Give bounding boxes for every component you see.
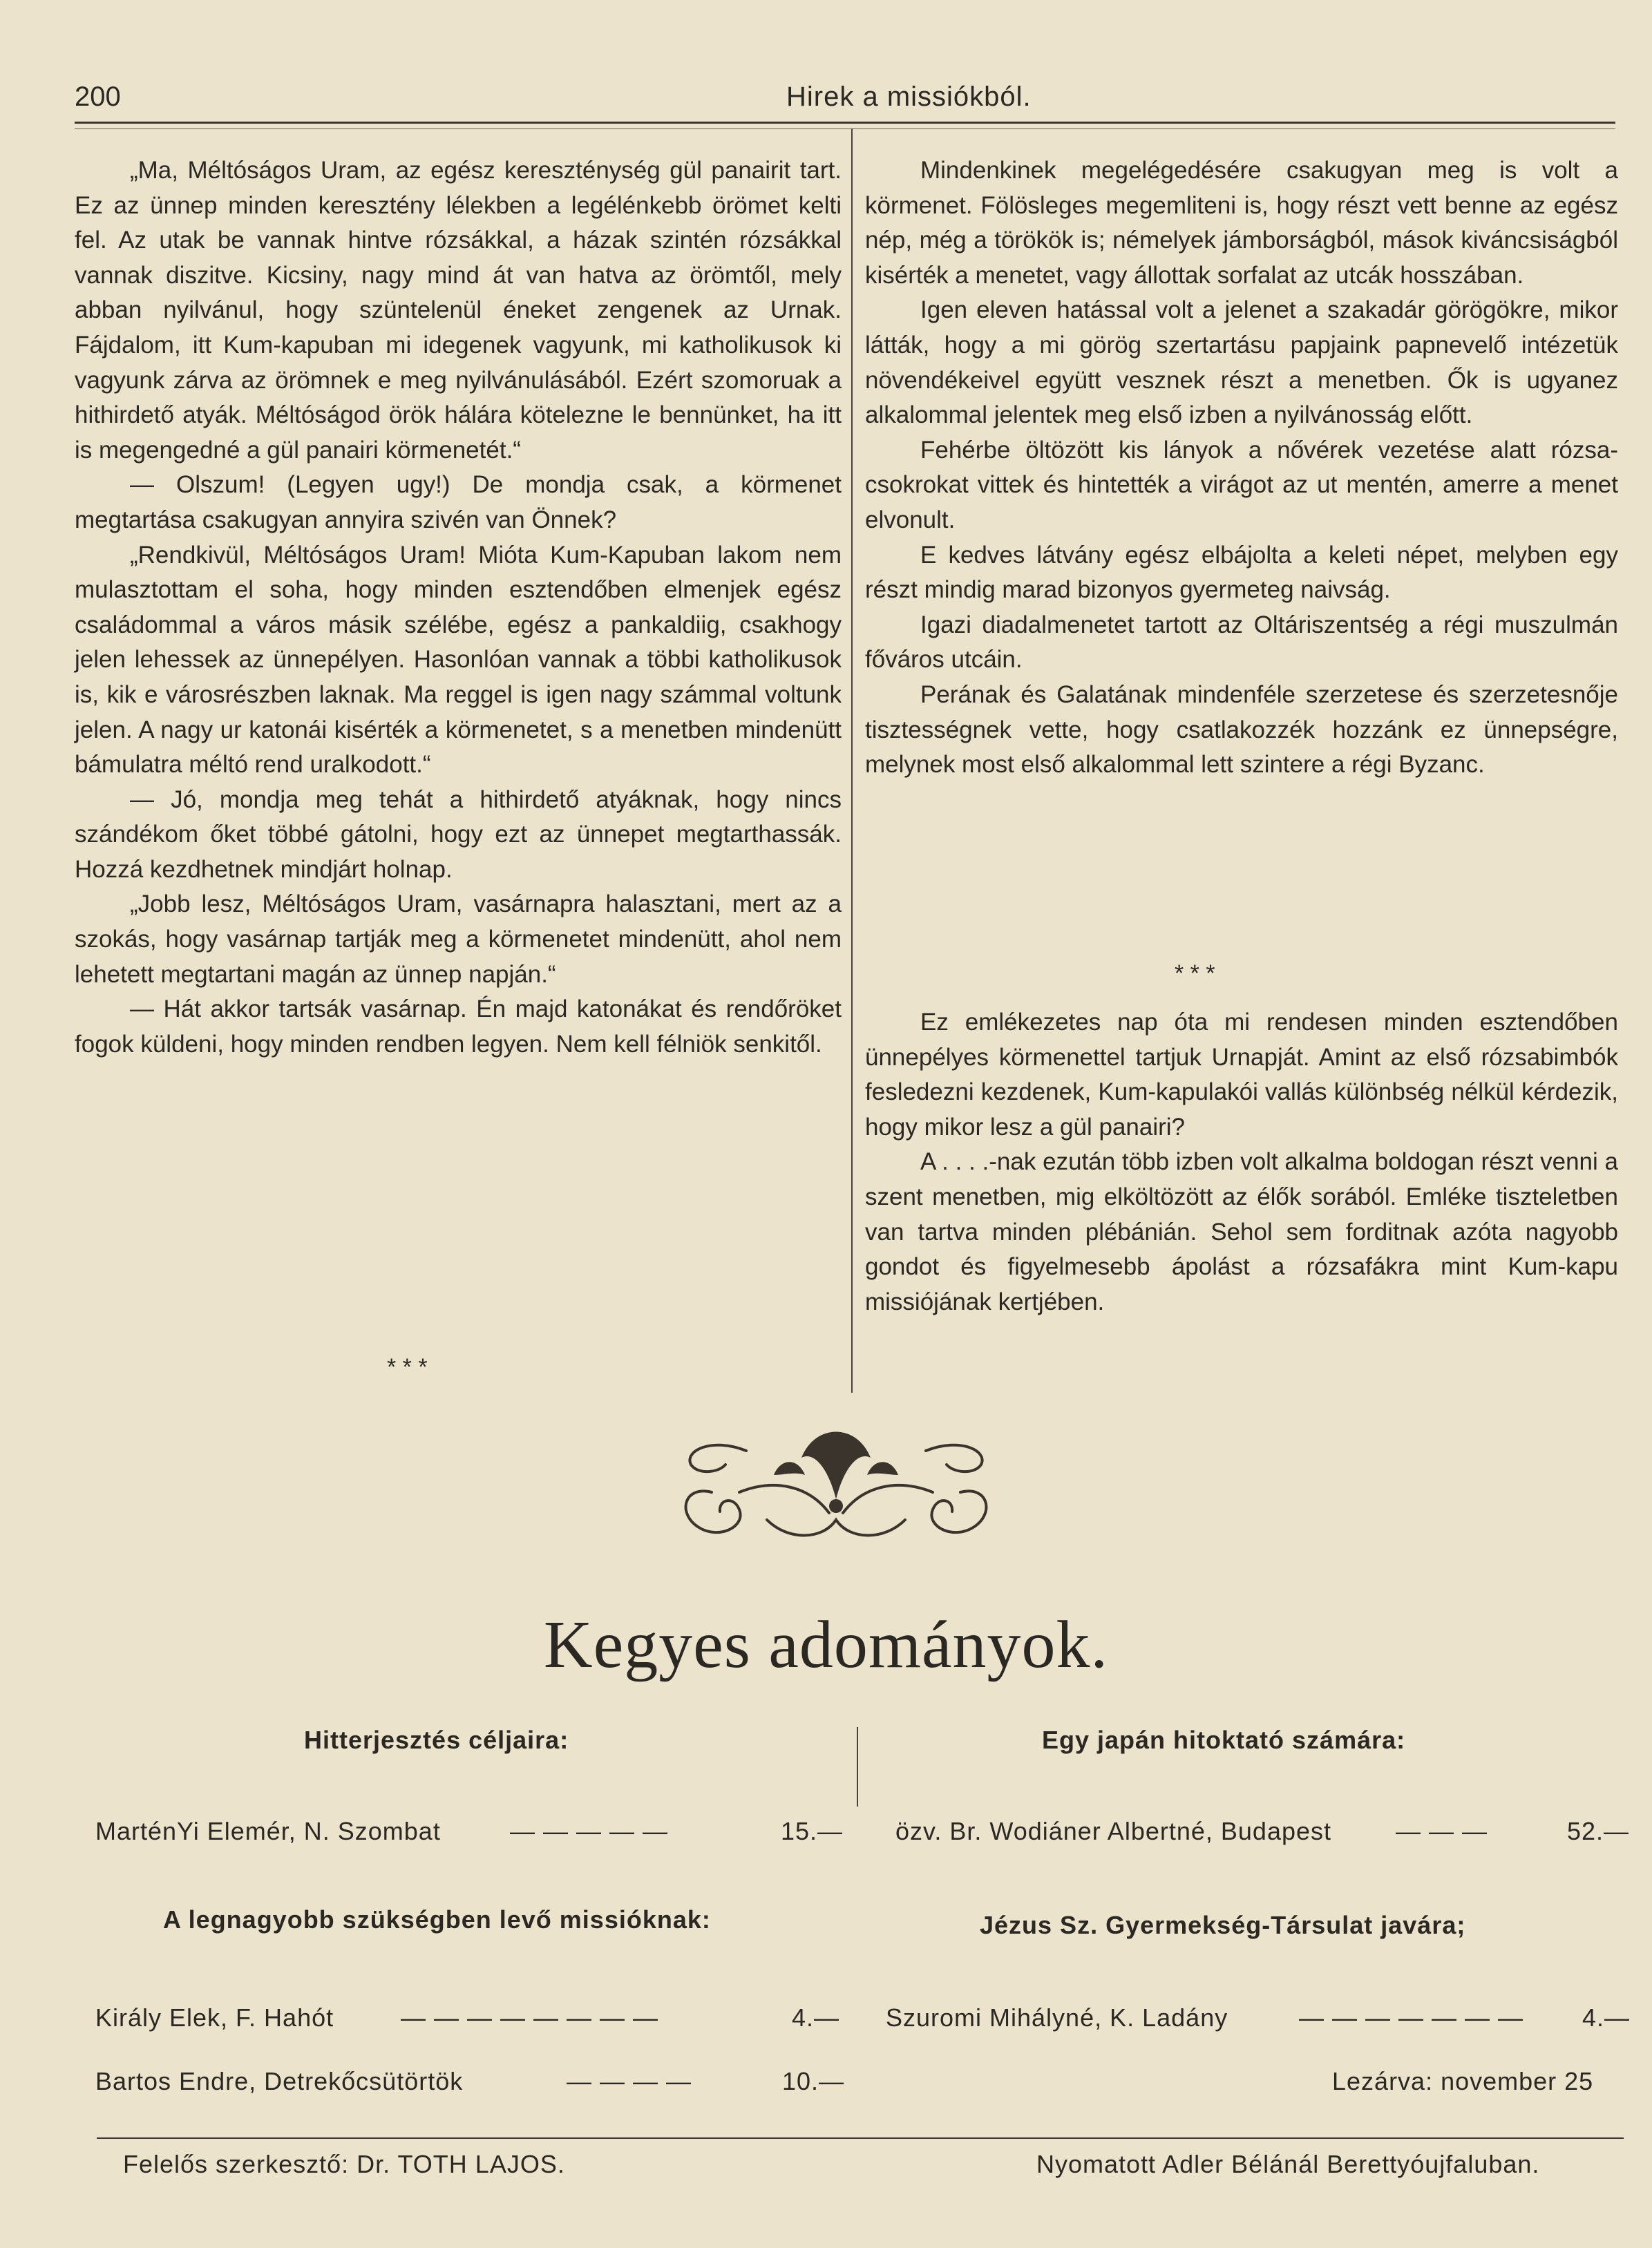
donation-entry-dashes: — — — — — — — — [401, 2003, 659, 2032]
page-number: 200 [75, 82, 121, 112]
closing-date: Lezárva: november 25 [1332, 2067, 1594, 2095]
donations-title: Kegyes adományok. [543, 1608, 1109, 1682]
donation-entry-amount: 52.— [1567, 1817, 1630, 1845]
donation-entry-dashes: — — — — — [510, 1817, 669, 1845]
right-column [865, 153, 1618, 783]
printer-credit: Nyomatott Adler Bélánál Berettyóujfaluban. [1036, 2150, 1540, 2178]
running-title: Hirek a missiókból. [786, 82, 1032, 112]
donation-entry-name: Király Elek, F. Hahót [95, 2003, 334, 2032]
column-divider [851, 128, 853, 1393]
donation-entry-name: Bartos Endre, Detrekőcsütörtök [95, 2067, 464, 2095]
paragraph: E kedves látvány egész elbájolta a keleti népet, melyben egy részt mindig marad bizonyos gyermeteg naivság. [865, 541, 1618, 604]
left-column [75, 153, 842, 1062]
donation-entry-amount: 15.— [781, 1817, 844, 1845]
paragraph: — Hát akkor tartsák vasárnap. Én majd katonákat és rendőröket fogok küldeni, hogy minden rendben legyen. Nem kell félniök senkitől. [75, 996, 842, 1058]
paragraph: Fehérbe öltözött kis lányok a nővérek vezetése alatt rózsa-csokrokat vittek és hintették a virágot az ut mentén, amerre a menet elvonult. [865, 436, 1618, 533]
paragraph: Ez emlékezetes nap óta mi rendesen minden esztendőben ünnepélyes körmenettel tartjuk Urnapját. Amint az első rózsabimbók fesledezni kezdenek, Kum-kapulakói vallás különbség nélkül kérdezik, hogy mikor lesz a gül panairi? [865, 1009, 1618, 1141]
donation-entry-name: MarténYi Elemér, N. Szombat [95, 1817, 441, 1845]
paragraph: Igen eleven hatással volt a jelenet a szakadár görögökre, mikor látták, hogy a mi görög szertartásu papjaink papnevelő intézetük növendékeivel együtt vesznek részt a menetben. Ők is ugyanez alkalommal jelentek meg első izben a nyilvánosság előtt. [865, 296, 1618, 429]
paragraph: „Ma, Méltóságos Uram, az egész kereszténység gül panairit tart. Ez az ünnep minden keresztény lélekben a legélénkebb örömet kelti fel. Az utak be vannak hintve rózsákkal, a házak szintén rózsákkal vannak diszitve. Kicsiny, nagy mind át van hatva az örömtől, mely abban nyilvánul, hogy szüntelenül éneket zengenek az Urnak. Fájdalom, itt Kum-kapuban mi idegenek vagyunk, mi katholikusok ki vagyunk zárva az örömnek e meg nyilvánulásából. Ezért szomoruak a hithirdető atyák. Méltóságod örök hálára kötelezne le bennünket, ha itt is megengedné a gül panairi körmenetét.“ [75, 157, 842, 464]
donation-entry-name: Szuromi Mihályné, K. Ladány [886, 2003, 1228, 2032]
donation-heading: A legnagyobb szükségben levő missióknak: [163, 1905, 711, 1934]
donation-entry-dashes: — — — [1396, 1817, 1488, 1845]
separator-stars: * * * [387, 1354, 428, 1380]
donation-entry-amount: 4.— [1582, 2003, 1631, 2032]
donation-entry-dashes: — — — — [567, 2067, 692, 2095]
separator-stars: * * * [1175, 960, 1215, 987]
donation-entry-amount: 10.— [782, 2067, 845, 2095]
donation-heading: Hitterjesztés céljaira: [304, 1726, 569, 1754]
header-rule [75, 122, 1615, 124]
floral-ornament [670, 1409, 1002, 1547]
editor-credit: Felelős szerkesztő: Dr. TOTH LAJOS. [123, 2150, 565, 2178]
paragraph: „Rendkivül, Méltóságos Uram! Mióta Kum-Kapuban lakom nem mulasztottam el soha, hogy minden esztendőben elmenjek egész családommal a város másik szélébe, egész a pankaldiig, csakhogy jelen lehessek az ünnepélyen. Hasonlóan vannak a többi katholikusok is, kik e városrészben laknak. Ma reggel is igen nagy számmal voltunk jelen. A nagy ur katonái kisérték a körmenetet, s a menetben mindenütt bámulatra méltó rend uralkodott.“ [75, 541, 842, 779]
footer-rule [97, 2137, 1624, 2139]
paragraph: — Jó, mondja meg tehát a hithirdető atyáknak, hogy nincs szándékom őket többé gátolni, hogy ezt az ünnepet megtarthassák. Hozzá kezdhetnek mindjárt holnap. [75, 785, 842, 883]
paragraph: A . . . .-nak ezután több izben volt alkalma boldogan részt venni a szent menetben, mig elköltözött az élők sorából. Emléke tiszteletben van tartva minden plébánián. Sehol sem forditnak azóta nagyobb gondot és figyelmesebb ápolást a rózsafákra mint Kum-kapu missiójának kertjében. [865, 1148, 1618, 1315]
donation-entry-dashes: — — — — — — — [1299, 2003, 1524, 2032]
paragraph: „Jobb lesz, Méltóságos Uram, vasárnapra halasztani, mert az a szokás, hogy vasárnap tartják meg a körmenetet mindenütt, ahol nem lehetett megtartani magán az ünnep napján.“ [75, 890, 842, 988]
donation-entry-amount: 4.— [792, 2003, 840, 2032]
right-column-continued [865, 1005, 1618, 1320]
donation-heading: Egy japán hitoktató számára: [1042, 1726, 1406, 1754]
paragraph: Mindenkinek megelégedésére csakugyan meg is volt a körmenet. Fölösleges megemliteni is, hogy részt vett benne az egész nép, még a törökök is; némelyek jámborságból, mások kiváncsiságból kisérték a menetet, vagy állottak sorfalat az utcák hosszában. [865, 157, 1618, 289]
donations-divider [857, 1727, 858, 1807]
paragraph: — Olszum! (Legyen ugy!) De mondja csak, a körmenet megtartása csakugyan annyira szivén van Önnek? [75, 471, 842, 533]
donation-entry-name: özv. Br. Wodiáner Albertné, Budapest [895, 1817, 1332, 1845]
donation-heading: Jézus Sz. Gyermekség-Társulat javára; [980, 1911, 1466, 1939]
header-rule-thin [75, 128, 1615, 129]
paragraph: Igazi diadalmenetet tartott az Oltáriszentség a régi muszulmán főváros utcáin. [865, 611, 1618, 674]
paragraph: Perának és Galatának mindenféle szerzetese és szerzetesnője tisztességnek vette, hogy csatlakozzék hozzánk ez ünnepségre, melynek most első alkalommal lett szintere a régi Byzanc. [865, 680, 1618, 779]
